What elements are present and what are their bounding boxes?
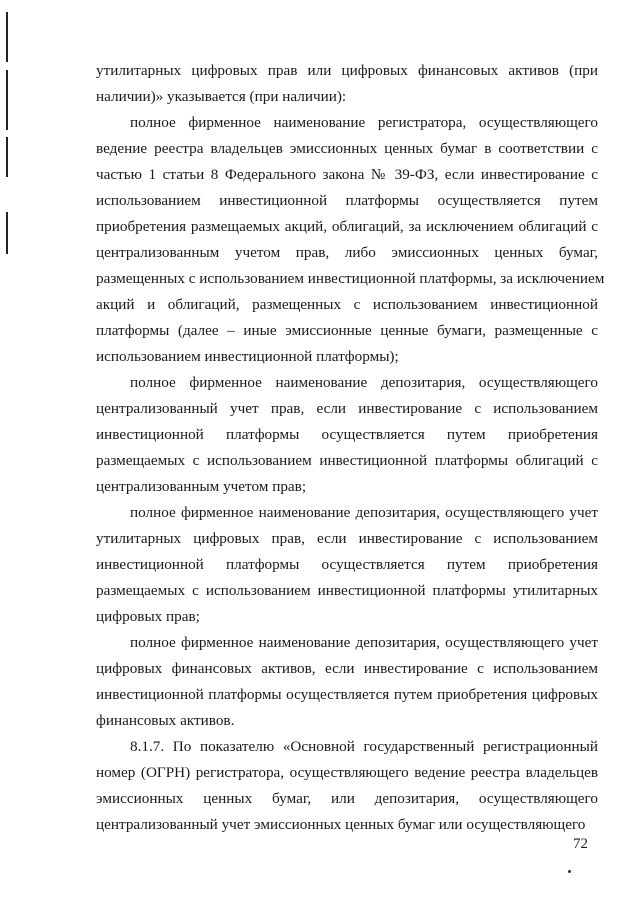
paragraph (96, 58, 598, 110)
text-line: цифровых финансовых активов, если инвестирование с использованием (96, 660, 598, 677)
text-line: акций и облигаций, размещенных с использованием инвестиционной (96, 296, 598, 313)
text-line: ведение реестра владельцев эмиссионных ценных бумаг в соответствии с (96, 140, 598, 157)
text-line: инвестиционной платформы осуществляется путем приобретения цифровых (96, 686, 598, 703)
paragraph (96, 370, 598, 500)
text-line: размещаемых с использованием инвестиционной платформы утилитарных (96, 582, 598, 599)
text-line: полное фирменное наименование регистратора, осуществляющего (130, 114, 598, 131)
paragraph (96, 734, 598, 838)
text-line: размещаемых с использованием инвестиционной платформы облигаций с (96, 452, 598, 469)
text-line: централизованным учетом прав, либо эмиссионных ценных бумаг, (96, 244, 598, 261)
text-line: частью 1 статьи 8 Федерального закона № 39-ФЗ, если инвестирование с (96, 166, 598, 183)
text-line: использованием инвестиционной платформы осуществляется путем (96, 192, 598, 209)
paragraph (96, 110, 605, 370)
text-line: использованием инвестиционной платформы); (96, 348, 399, 365)
text-line: номер (ОГРН) регистратора, осуществляющего ведение реестра владельцев (96, 764, 598, 781)
text-line: приобретения размещаемых акций, облигаций, за исключением облигаций с (96, 218, 598, 235)
text-line: наличии)» указывается (при наличии): (96, 88, 347, 105)
text-line: инвестиционной платформы осуществляется путем приобретения (96, 556, 598, 573)
margin-mark (6, 70, 8, 130)
text-line: централизованным учетом прав; (96, 478, 307, 495)
margin-mark (6, 137, 8, 177)
scan-speck (568, 870, 571, 873)
page-number: 72 (573, 836, 588, 852)
text-line: платформы (далее – иные эмиссионные ценные бумаги, размещенные с (96, 322, 598, 339)
text-line: утилитарных цифровых прав, если инвестирование с использованием (96, 530, 598, 547)
text-line: централизованный учет эмиссионных ценных бумаг или осуществляющего (96, 816, 586, 833)
text-line: 8.1.7. По показателю «Основной государственный регистрационный (130, 738, 598, 755)
scan-margin-marks (6, 12, 10, 252)
text-line: полное фирменное наименование депозитария, осуществляющего (130, 374, 598, 391)
text-line: централизованный учет прав, если инвестирование с использованием (96, 400, 598, 417)
text-line: полное фирменное наименование депозитария, осуществляющего учет (130, 504, 598, 521)
text-line: финансовых активов. (96, 712, 235, 729)
text-line: эмиссионных ценных бумаг, или депозитария, осуществляющего (96, 790, 598, 807)
document-body (96, 58, 605, 838)
paragraph (96, 500, 598, 630)
text-line: утилитарных цифровых прав или цифровых финансовых активов (при (96, 62, 598, 79)
text-line: инвестиционной платформы осуществляется путем приобретения (96, 426, 598, 443)
text-line: цифровых прав; (96, 608, 200, 625)
margin-mark (6, 212, 8, 254)
margin-mark (6, 12, 8, 62)
paragraph (96, 630, 598, 734)
text-line: размещенных с использованием инвестиционной платформы, за исключением (96, 270, 605, 287)
text-line: полное фирменное наименование депозитария, осуществляющего учет (130, 634, 598, 651)
